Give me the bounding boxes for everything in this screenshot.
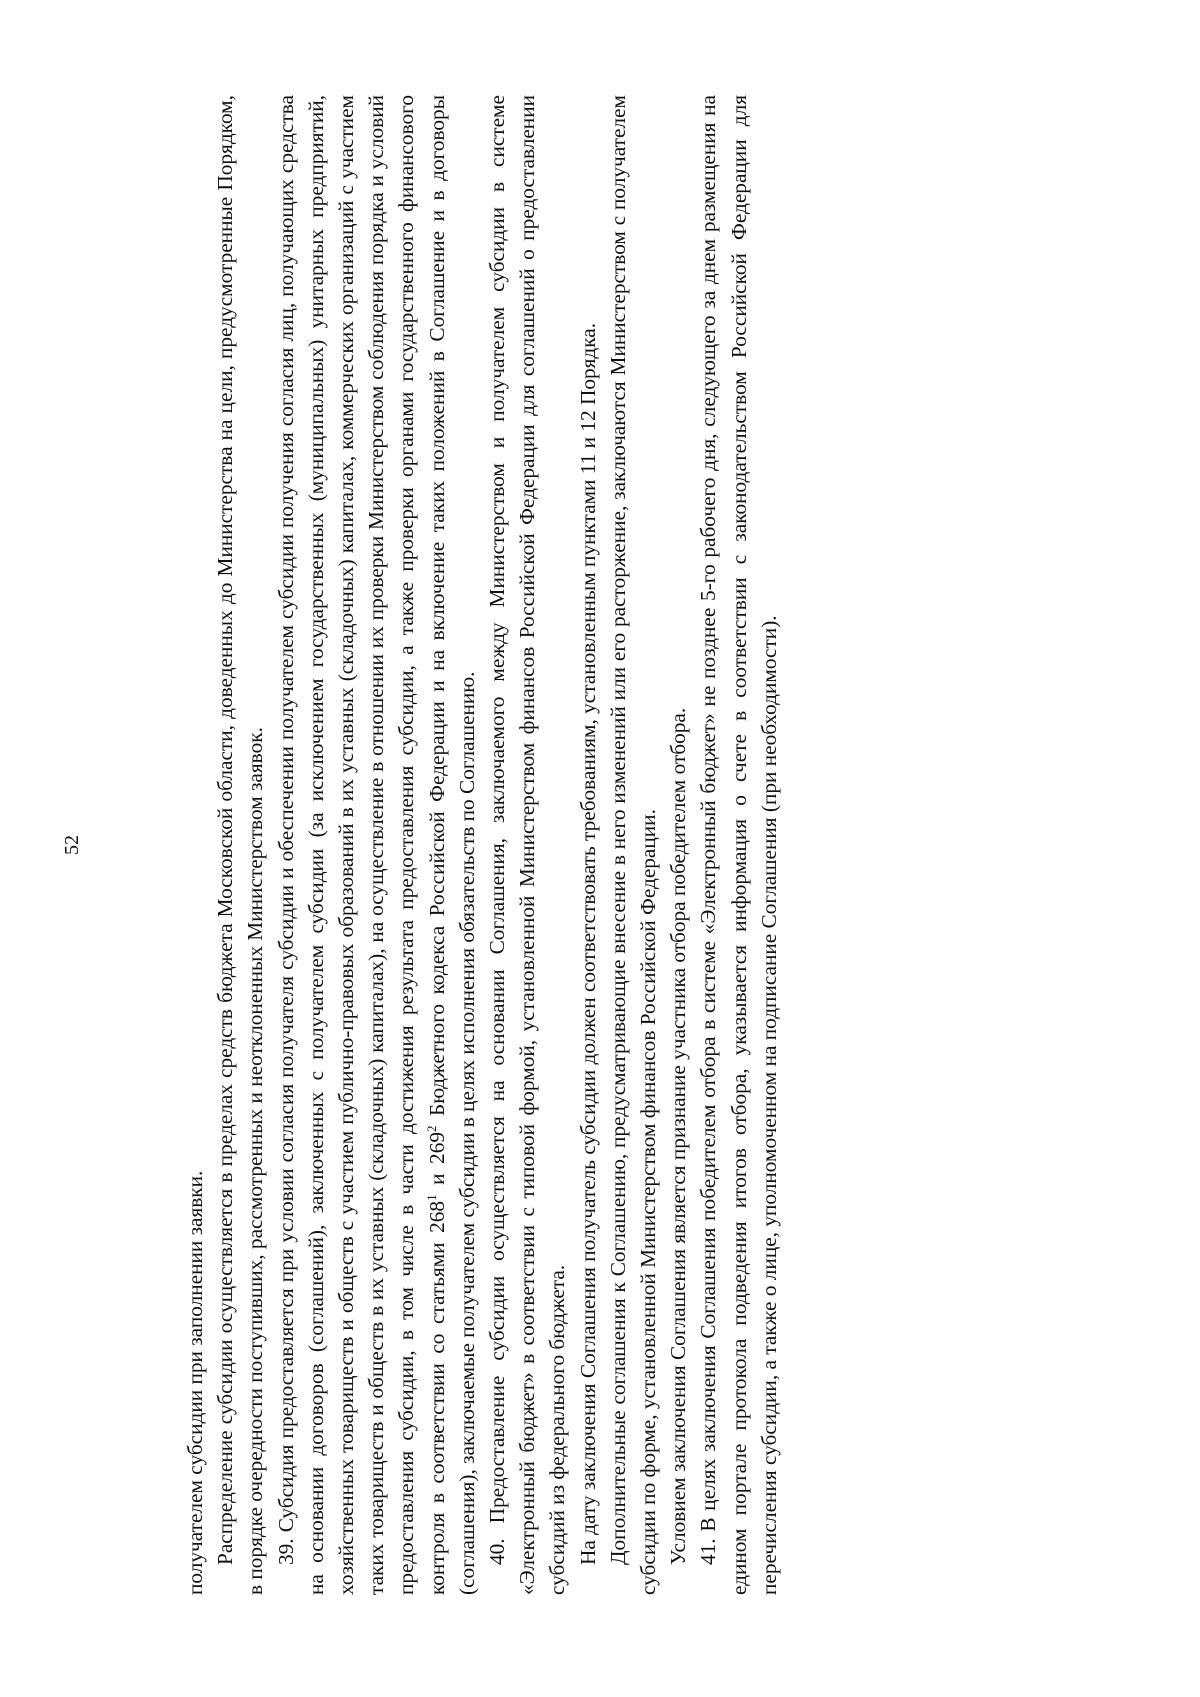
page-number: 52 (61, 835, 83, 855)
superscript-1: 1 (423, 1194, 439, 1201)
body-text (180, 95, 784, 1595)
paragraph-continuation: получателем субсидии при заполнении заявки. (183, 1170, 207, 1595)
paragraph-distribution: Распределение субсидии осуществляется в пределах средств бюджета Московской области, доведенных до Министерства на цели, предусмотренные Порядком, в порядке очередности поступивших, рассмотренных и неотклоненных Министерством заявок. (213, 95, 268, 1595)
paragraph-40: 40. Предоставление субсидии осуществляется на основании Соглашения, заключаемого между Министерством и получателем субсидии в системе «Электронный бюджет» в соответствии с типовой формой, установленной Министерством финансов Российской Федерации для соглашений о предоставлении субсидий из федерального бюджета. (485, 95, 570, 1595)
paragraph-41: 41. В целях заключения Соглашения победителем отбора в системе «Электронный бюджет» не позднее 5-го рабочего дня, следующего за днем размещения на едином портале протокола подведения итогов отбора, указывается информация о счете в соответствии с законодательством Российской Федерации для перечисления субсидии, а также о лице, уполномоченном на подписание Соглашения (при необходимости). (696, 95, 781, 1595)
paragraph-39-text-after: Бюджетного кодекса Российской Федерации и на включение таких положений в Соглашение и в договоры (соглашения), заключаемые получателем субсидии в целях исполнения обязательств по Соглашению. (424, 95, 479, 1595)
rotated-page-content (61, 95, 1060, 1595)
paragraph-39 (271, 95, 482, 1595)
paragraph-additional-agreements: Дополнительные соглашения к Соглашению, предусматривающие внесение в него изменений или его расторжение, заключаются Министерством с получателем субсидии по форме, установленной Министерством финансов Российской Федерации. (605, 95, 661, 1595)
paragraph-39-text-before: 39. Субсидия предоставляется при условии согласия получателя субсидии и обеспечении получателем субсидии получения согласия лиц, получающих средства на основании договоров (соглашений), заключенных с получателем субсидии (за исключением государственных (муниципальных) унитарных предприятий, хозяйственных товариществ и обществ с участием публично-правовых образований в их уставных (складочных) капиталах, коммерческих организаций с участием таких товариществ и обществ в их уставных (складочных) капиталах), на осуществление в отношении их проверки Министерством соблюдения порядка и условий предоставления субсидии, в том числе в части достижения результата предоставления субсидии, а также проверки органами государственного финансового контроля в соответствии со статьями 268 (273, 95, 449, 1595)
paragraph-condition: Условием заключения Соглашения является признание участника отбора победителем отбора. (666, 707, 691, 1565)
superscript-2: 2 (423, 1125, 439, 1132)
paragraph-39-text-middle: и 269 (424, 1131, 449, 1195)
paragraph-agreement-date: На дату заключения Соглашения получатель субсидии должен соответствовать требованиям, установленным пунктами 11 и 12 Порядка. (575, 322, 600, 1565)
